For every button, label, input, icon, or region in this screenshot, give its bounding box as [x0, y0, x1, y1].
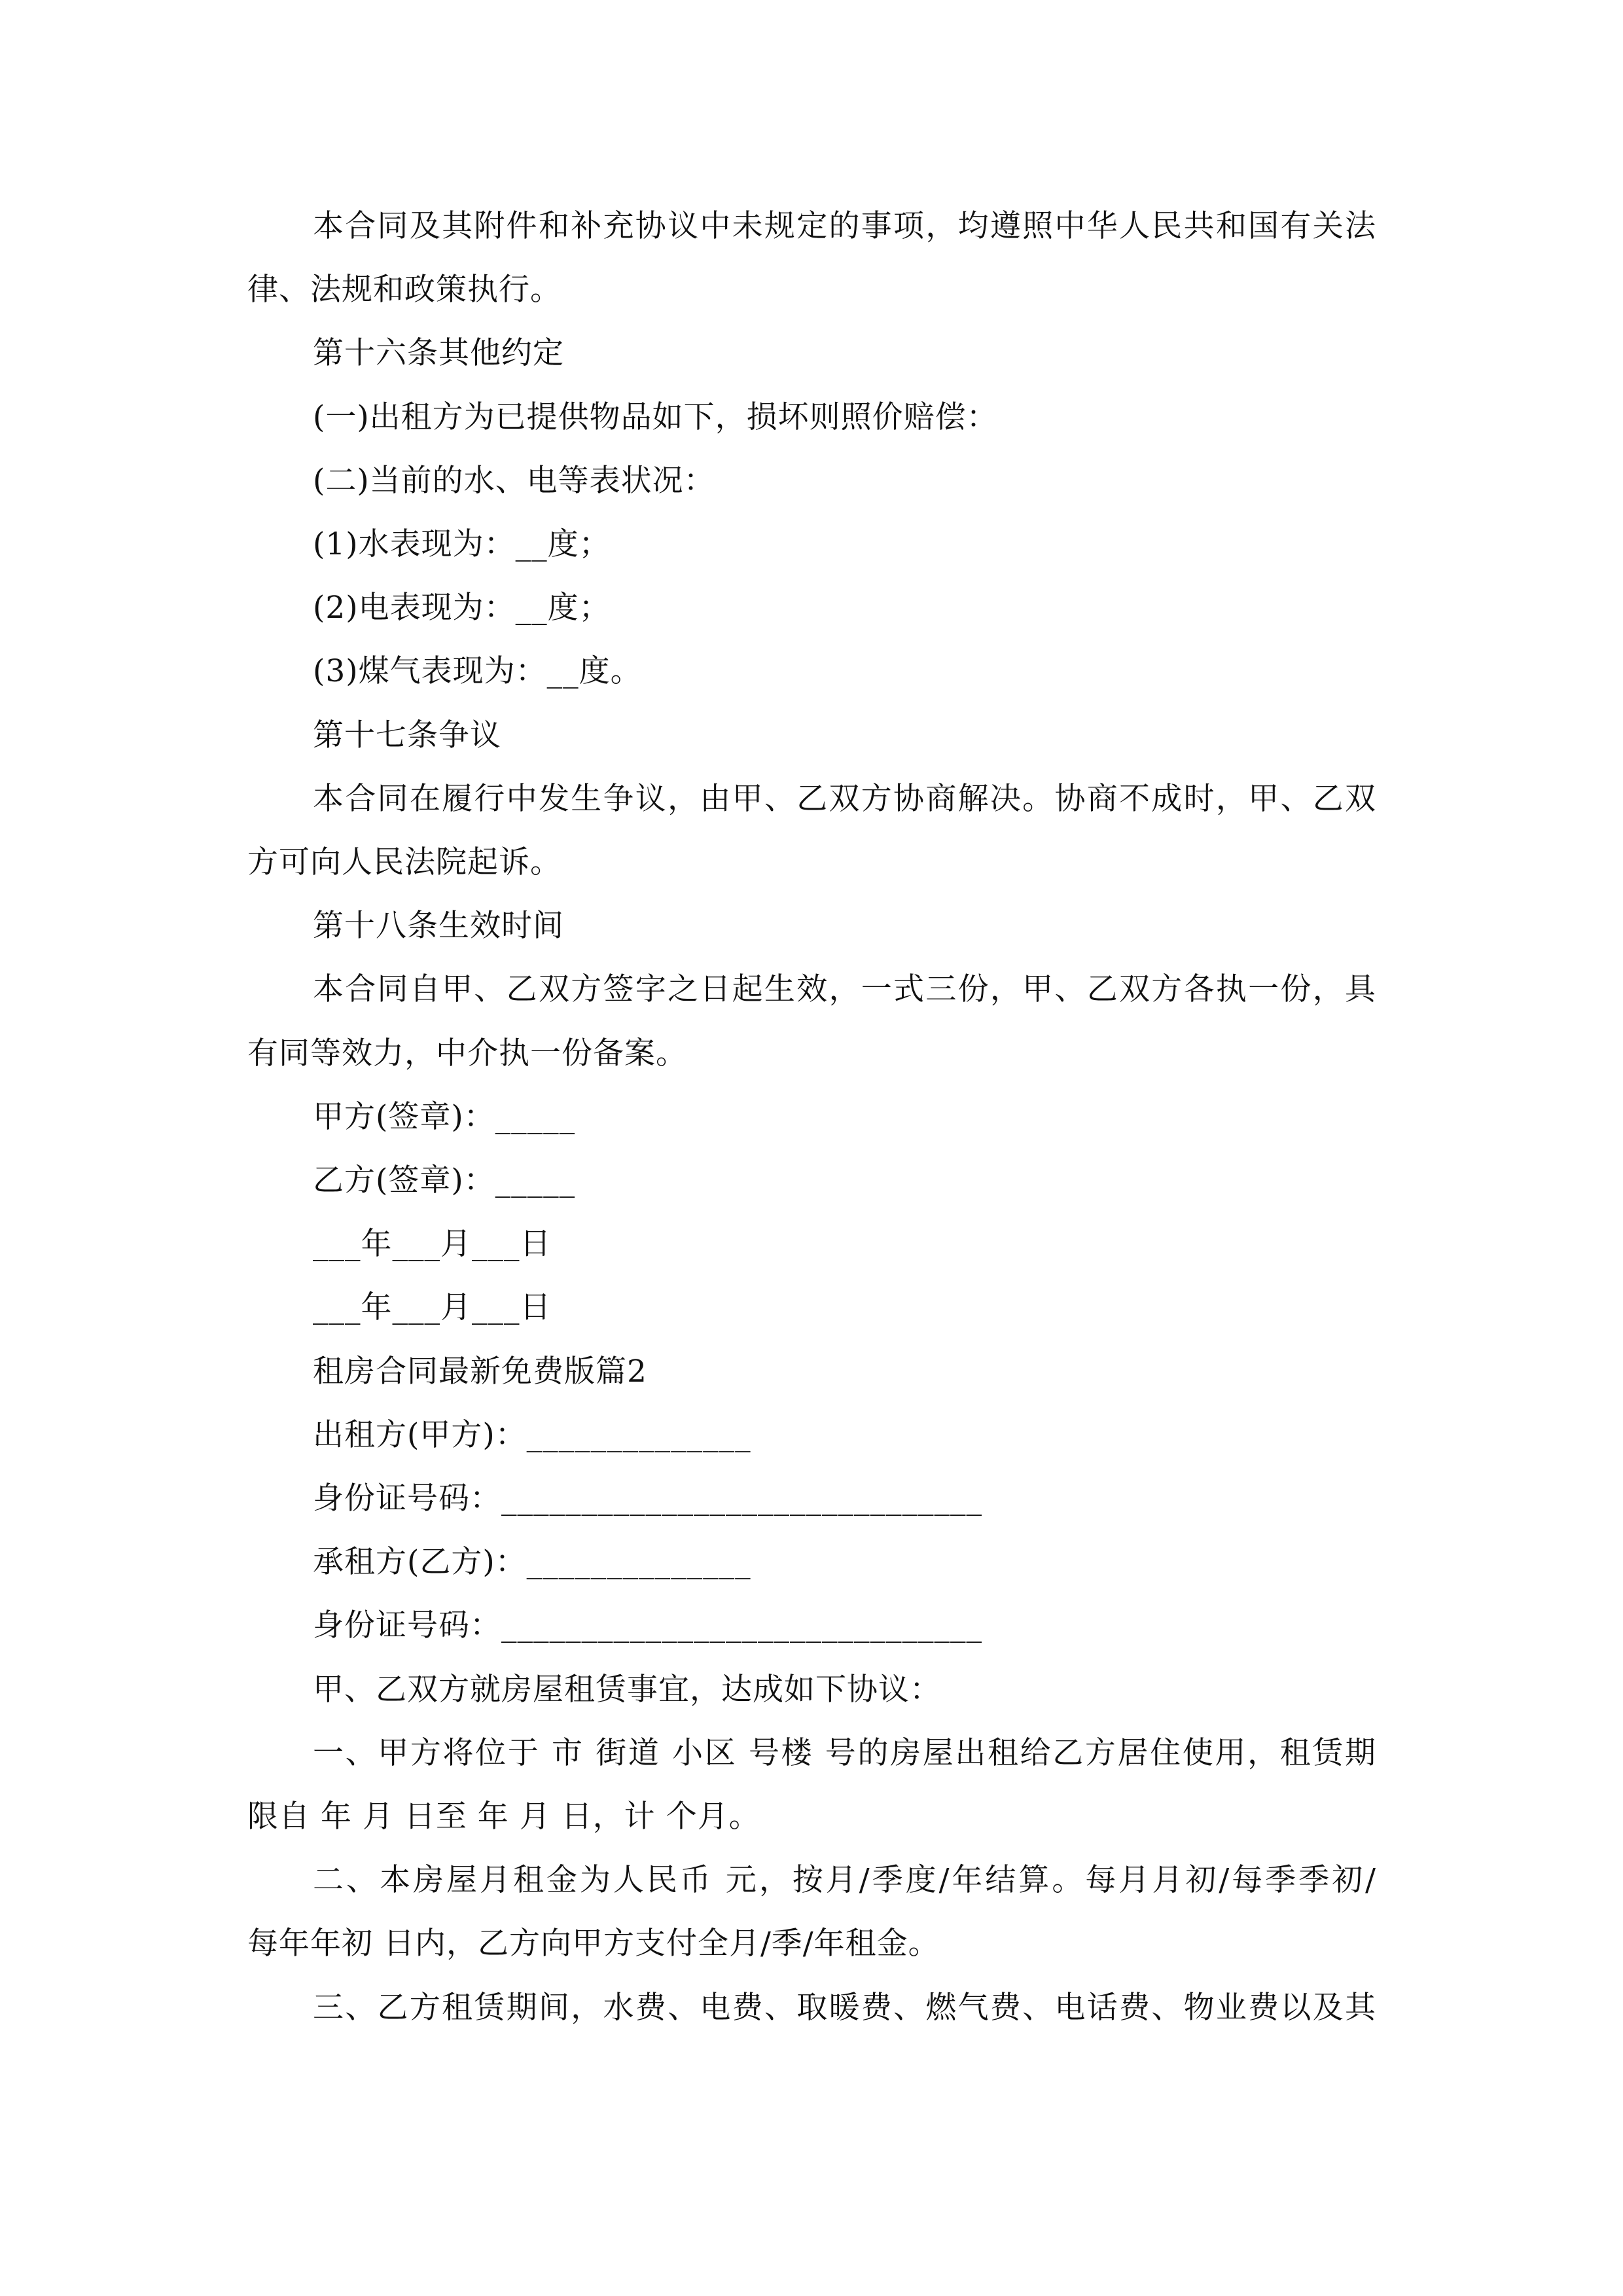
text-line: 本合同在履行中发生争议，由甲、乙双方协商解决。协商不成时，甲、乙双	[313, 781, 1376, 817]
text-line: 限自 年 月 日至 年 月 日，计 个月。	[247, 1799, 760, 1835]
section-heading: 第十六条其他约定	[313, 335, 564, 371]
text-line: 本合同自甲、乙双方签字之日起生效，一式三份，甲、乙双方各执一份，具	[313, 971, 1376, 1007]
lessee-field: 承租方(乙方)：______________	[313, 1544, 751, 1580]
date-line: ___年___月___日	[313, 1226, 552, 1262]
document-title: 租房合同最新免费版篇2	[313, 1354, 647, 1390]
text-line: 有同等效力，中介执一份备案。	[247, 1035, 687, 1071]
lessor-field: 出租方(甲方)：______________	[313, 1417, 751, 1453]
text-line: 方可向人民法院起诉。	[247, 844, 562, 880]
text-line: (二)当前的水、电等表状况：	[313, 463, 715, 499]
signature-line-party-a: 甲方(签章)：_____	[313, 1099, 576, 1135]
text-line: 本合同及其附件和补充协议中未规定的事项，均遵照中华人民共和国有关法	[313, 208, 1376, 244]
text-line: 甲、乙双方就房屋租赁事宜，达成如下协议：	[313, 1672, 941, 1708]
lessor-id-field: 身份证号码：______________________________	[313, 1480, 982, 1516]
text-line: 律、法规和政策执行。	[247, 272, 562, 308]
text-line: (一)出租方为已提供物品如下，损坏则照价赔偿：	[313, 399, 998, 435]
section-heading: 第十七条争议	[313, 717, 501, 753]
text-line: (2)电表现为：__度；	[313, 590, 611, 626]
text-line: (1)水表现为：__度；	[313, 526, 611, 562]
section-heading: 第十八条生效时间	[313, 908, 564, 944]
text-line: 一、甲方将位于 市 街道 小区 号楼 号的房屋出租给乙方居住使用，租赁期	[313, 1735, 1376, 1771]
text-line: 三、乙方租赁期间，水费、电费、取暖费、燃气费、电话费、物业费以及其	[313, 1990, 1376, 2026]
date-line: ___年___月___日	[313, 1289, 552, 1325]
text-line: 二、本房屋月租金为人民币 元，按月/季度/年结算。每月月初/每季季初/	[313, 1862, 1376, 1898]
lessee-id-field: 身份证号码：______________________________	[313, 1607, 982, 1643]
signature-line-party-b: 乙方(签章)：_____	[313, 1162, 576, 1198]
text-line: 每年年初 日内，乙方向甲方支付全月/季/年租金。	[247, 1926, 940, 1962]
text-line: (3)煤气表现为：__度。	[313, 653, 642, 689]
